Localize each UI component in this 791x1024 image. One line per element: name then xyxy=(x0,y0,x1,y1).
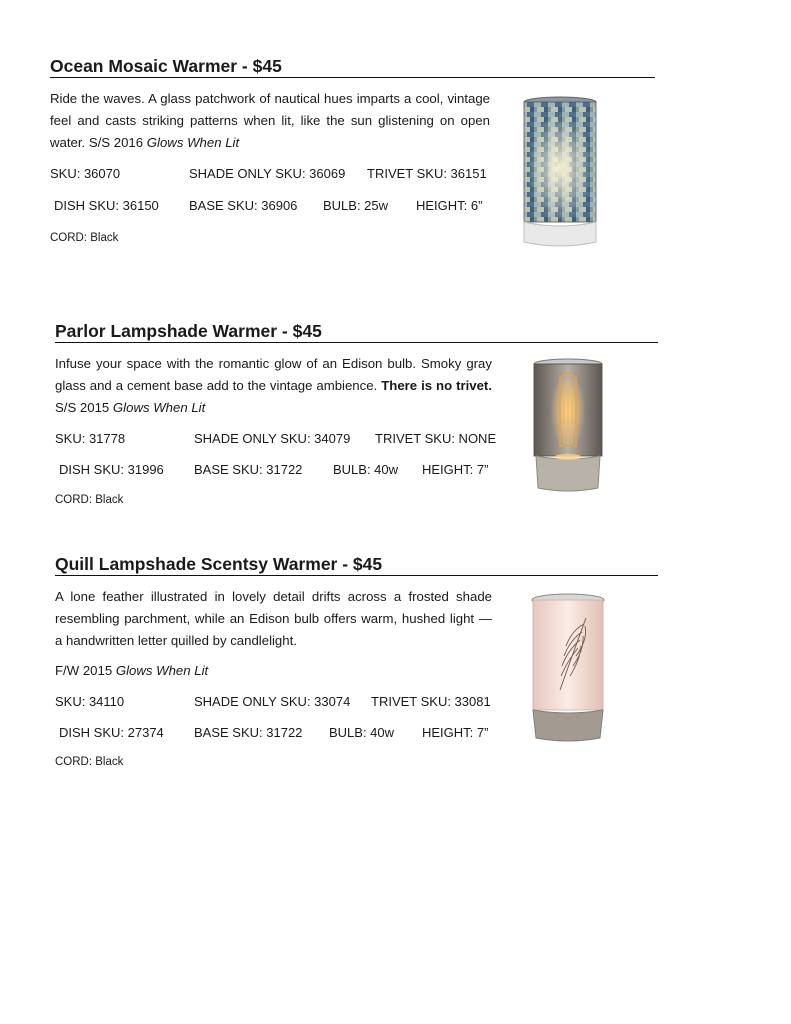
product-description: Ride the waves. A glass patchwork of nautical hues imparts a cool, vintage feel and casts striking patterns when lit, like the sun glistening on open water. S/S 2016 Glows When Lit xyxy=(50,91,490,150)
bulb: BULB: 40w xyxy=(333,462,399,477)
sku: SKU: 31778 xyxy=(55,431,126,446)
cord: CORD: Black xyxy=(55,494,124,506)
trivet-sku: TRIVET SKU: 33081 xyxy=(371,694,491,709)
sku: SKU: 36070 xyxy=(50,166,121,181)
product-description: Infuse your space with the romantic glow of an Edison bulb. Smoky gray glass and a cement base add to the vintage ambience. There is no trivet. S/S 2015 Glows When Lit xyxy=(55,356,492,415)
height: HEIGHT: 7” xyxy=(422,725,489,740)
shade-only-sku: SHADE ONLY SKU: 34079 xyxy=(194,431,351,446)
product-title: Parlor Lampshade Warmer - $45 xyxy=(55,321,658,343)
sku: SKU: 34110 xyxy=(55,694,125,709)
quill-lampshade-warmer-image xyxy=(528,590,608,750)
cord: CORD: Black xyxy=(55,756,124,768)
shade-only-sku: SHADE ONLY SKU: 33074 xyxy=(194,694,351,709)
parlor-lampshade-warmer-image xyxy=(530,356,606,501)
dish-sku: DISH SKU: 31996 xyxy=(59,462,164,477)
shade-only-sku: SHADE ONLY SKU: 36069 xyxy=(189,166,346,181)
trivet-sku: TRIVET SKU: NONE xyxy=(375,431,497,446)
base-sku: BASE SKU: 31722 xyxy=(194,462,303,477)
ocean-mosaic-warmer-image xyxy=(520,92,600,257)
base-sku: BASE SKU: 31722 xyxy=(194,725,303,740)
product-title: Quill Lampshade Scentsy Warmer - $45 xyxy=(55,554,658,576)
product-description: A lone feather illustrated in lovely detail drifts across a frosted shade resembling parchment, while an Edison bulb offers warm, hushed light — a handwritten letter quilled by candlelight. F/W 2015 Glows When Lit xyxy=(55,586,492,682)
base-sku: BASE SKU: 36906 xyxy=(189,198,298,213)
height: HEIGHT: 6” xyxy=(416,198,483,213)
height: HEIGHT: 7” xyxy=(422,462,489,477)
bulb: BULB: 40w xyxy=(329,725,395,740)
product-title: Ocean Mosaic Warmer - $45 xyxy=(50,56,655,78)
season-line: F/W 2015 Glows When Lit xyxy=(55,663,209,678)
dish-sku: DISH SKU: 36150 xyxy=(54,198,159,213)
trivet-sku: TRIVET SKU: 36151 xyxy=(367,166,487,181)
dish-sku: DISH SKU: 27374 xyxy=(59,725,164,740)
bulb: BULB: 25w xyxy=(323,198,389,213)
cord: CORD: Black xyxy=(50,232,119,244)
